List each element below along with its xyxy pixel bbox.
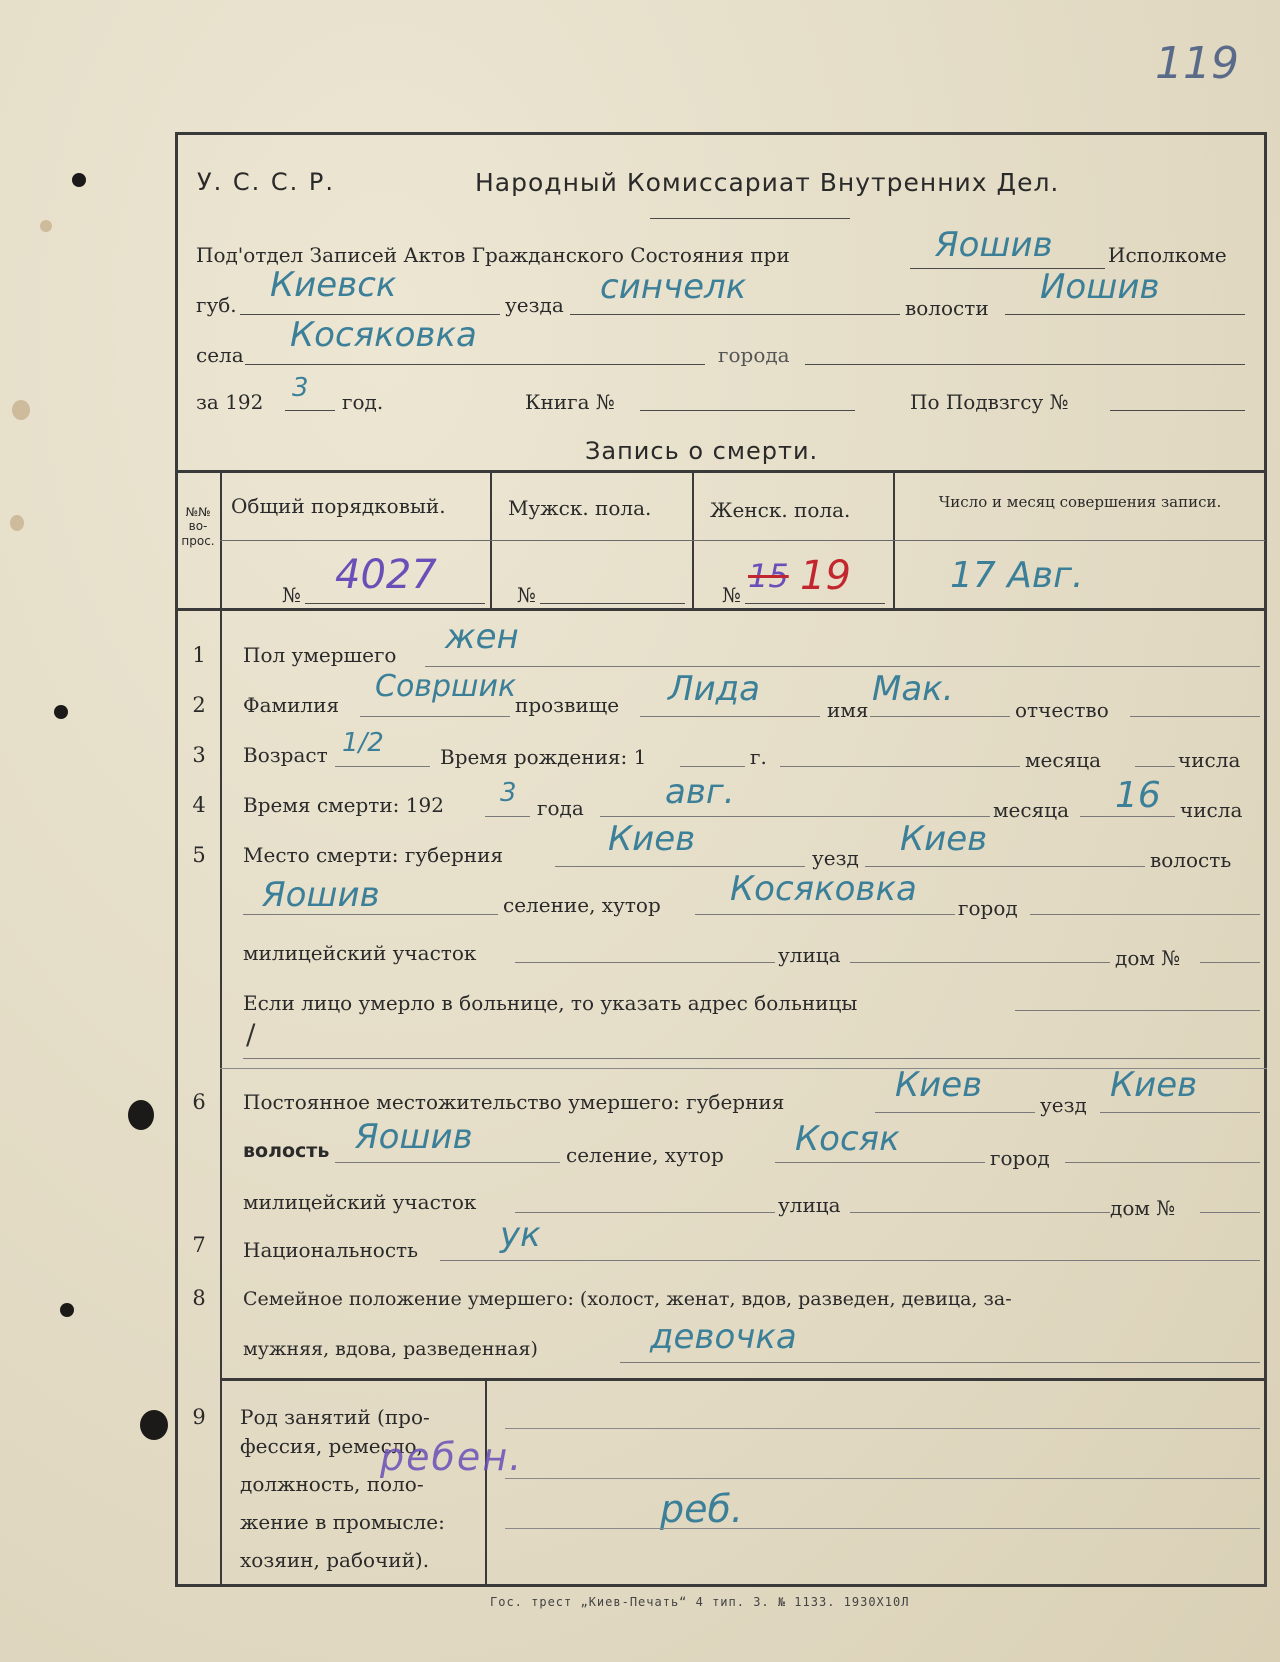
female-number-struck: 15 [748, 557, 789, 595]
q9-value: реб. [660, 1487, 744, 1531]
col-date: Число и месяц совершения записи. [938, 493, 1222, 511]
q2-name-label: имя [827, 698, 869, 722]
gub-value: Киевск [270, 265, 397, 305]
q7-number: 7 [192, 1233, 206, 1257]
q8-number: 8 [192, 1286, 206, 1310]
q1-label: Пол умершего [243, 643, 397, 667]
record-title: Запись о смерти. [585, 437, 819, 465]
general-no-prefix: № [282, 583, 301, 607]
q3-value: 1/2 [342, 728, 384, 758]
q6-volost-value: Яошив [355, 1117, 473, 1157]
volost-label: волости [905, 296, 989, 320]
page-number: 119 [1155, 38, 1239, 89]
uezd-label: уезда [505, 293, 564, 317]
col-male: Мужск. пола. [508, 496, 652, 520]
col-female: Женск. пола. [710, 498, 851, 522]
gub-label: губ. [196, 293, 237, 317]
year-label: за 192 [196, 390, 264, 414]
q9-label1: Род занятий (про- [240, 1405, 430, 1429]
q6-house-label: дом № [1110, 1196, 1176, 1220]
uezd-value: синчелк [600, 267, 747, 307]
podvazgu-label: По Подвзгсу № [910, 390, 1069, 414]
punch-hole [60, 1303, 74, 1317]
stain [12, 400, 30, 420]
q4-month-value: авг. [665, 772, 735, 812]
questions-label: №№ во-прос. [181, 505, 215, 548]
q4-day-label: числа [1180, 798, 1243, 822]
male-no-prefix: № [517, 583, 536, 607]
q1-number: 1 [192, 643, 206, 667]
q6-volost-label: волость [243, 1140, 330, 1162]
office-label: Под'отдел Записей Актов Гражданского Состояния при [196, 243, 790, 267]
q7-value: ук [500, 1215, 541, 1255]
q9-stamp-value: ребен. [380, 1435, 524, 1479]
selo-label: села [196, 343, 244, 367]
q5-house-label: дом № [1115, 946, 1181, 970]
q6-uezd-label: уезд [1040, 1093, 1087, 1117]
q4-goda-label: года [537, 796, 584, 820]
commissariat-title: Народный Комиссариат Внутренних Дел. [475, 168, 1060, 197]
q5-militia-label: милицейский участок [243, 941, 477, 965]
q1-value: жен [445, 617, 519, 657]
q3-number: 3 [192, 743, 206, 767]
q6-uezd-value: Киев [1110, 1065, 1198, 1105]
q7-label: Национальность [243, 1238, 418, 1262]
q8-value: девочка [650, 1317, 797, 1357]
volost-value: Иошив [1040, 267, 1160, 307]
q9-number: 9 [192, 1405, 206, 1429]
q5-volost-value: Яошив [262, 875, 380, 915]
q5-volost-label: волость [1150, 848, 1232, 872]
q6-selenie-label: селение, хутор [566, 1143, 724, 1167]
q4-day-value: 16 [1115, 775, 1161, 816]
q3-birth-label: Время рождения: 1 [440, 745, 647, 769]
q2-nick-label: прозвище [515, 693, 620, 717]
q5-uezd-label: уезд [812, 846, 859, 870]
punch-hole [54, 705, 68, 719]
q5-selenie-label: селение, хутор [503, 893, 661, 917]
punch-hole [140, 1410, 168, 1440]
q2-patronymic-label: отчество [1015, 698, 1109, 722]
q5-uezd-value: Киев [900, 819, 988, 859]
q6-label: Постоянное местожительство умершего: губерния [243, 1090, 785, 1114]
q4-label: Время смерти: 192 [243, 793, 444, 817]
q5-number: 5 [192, 843, 206, 867]
q5-gub-value: Киев [608, 819, 696, 859]
printer-imprint: Гос. трест „Киев-Печать“ 4 тип. 3. № 1133. 1930Х10Л [490, 1595, 910, 1609]
q4-year: 3 [500, 778, 517, 808]
gorod-label: города [718, 343, 790, 367]
q6-gub-value: Киев [895, 1065, 983, 1105]
q8-label: Семейное положение умершего: (холост, женат, вдов, разведен, девица, за- [243, 1288, 1012, 1310]
q5-hospital-value: / [246, 1018, 256, 1051]
q8-label2: мужняя, вдова, разведенная) [243, 1338, 538, 1360]
office-value: Яошив [935, 225, 1053, 265]
q3-month-label: месяца [1025, 748, 1101, 772]
q6-militia-label: милицейский участок [243, 1190, 477, 1214]
q6-gorod-label: город [990, 1146, 1050, 1170]
q6-number: 6 [192, 1090, 206, 1114]
col-general: Общий порядковый. [231, 494, 446, 518]
q9-label4: жение в промысле: [240, 1510, 445, 1534]
q5-label: Место смерти: губерния [243, 843, 504, 867]
q5-gorod-label: город [958, 896, 1018, 920]
year-value: 3 [292, 373, 309, 403]
record-date: 17 Авг. [950, 555, 1084, 596]
q2-label: Фамилия [243, 693, 340, 717]
republic-label: У. С. С. Р. [197, 168, 336, 196]
stain [10, 515, 24, 531]
selo-value: Косяковка [290, 315, 477, 355]
general-number: 4027 [335, 552, 437, 598]
q4-month-label: месяца [993, 798, 1069, 822]
q3-label: Возраст [243, 743, 328, 767]
stain [40, 220, 52, 232]
q2-nick-value: Лида [668, 669, 761, 709]
q9-label2: фессия, ремесло, [240, 1434, 423, 1458]
female-number: 19 [800, 553, 851, 599]
q3-g-label: г. [750, 745, 767, 769]
q6-street-label: улица [778, 1193, 841, 1217]
q6-selenie-value: Косяк [795, 1119, 900, 1159]
q9-label5: хозяин, рабочий). [240, 1548, 430, 1572]
q5-selenie-value: Косяковка [730, 869, 917, 909]
punch-hole [72, 173, 86, 187]
q4-number: 4 [192, 793, 206, 817]
q9-label3: должность, поло- [240, 1472, 424, 1496]
ispolkom-label: Исполкоме [1108, 243, 1227, 267]
q5-street-label: улица [778, 943, 841, 967]
punch-hole [128, 1100, 154, 1130]
q2-value: Совршик [375, 669, 517, 704]
god-label: год. [342, 390, 384, 414]
book-label: Книга № [525, 390, 615, 414]
q2-number: 2 [192, 693, 206, 717]
q5-hospital-label: Если лицо умерло в больнице, то указать адрес больницы [243, 991, 858, 1015]
q2-name-value: Мак. [872, 669, 954, 709]
female-no-prefix: № [722, 583, 741, 607]
q3-day-label: числа [1178, 748, 1241, 772]
